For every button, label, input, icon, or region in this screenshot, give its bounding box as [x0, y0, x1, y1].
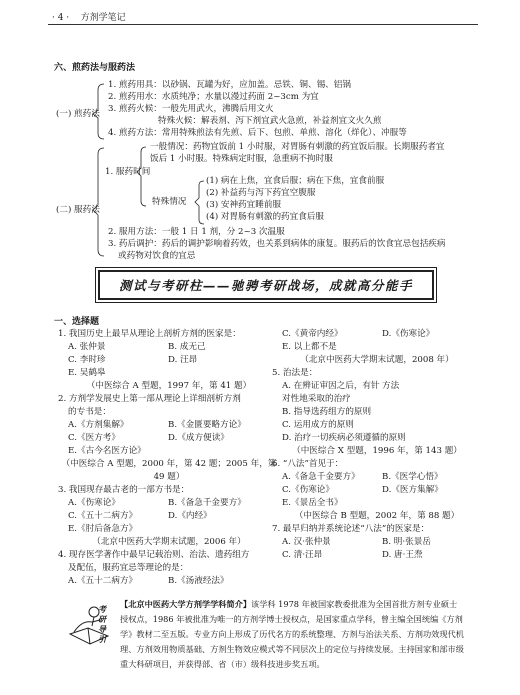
option-row — [272, 549, 482, 562]
special-label: 特殊情况 — [152, 197, 187, 207]
take-label: (二) 服药法 — [56, 205, 100, 215]
option-row — [272, 497, 482, 510]
mcq-title: 一、选择题 — [54, 317, 100, 327]
option-row — [58, 575, 280, 588]
option-row — [272, 432, 482, 445]
answer-option: E. 以上都不是 — [282, 342, 337, 352]
time-label: 1. 服药时间 — [105, 167, 151, 177]
question-source: （中医综合 A 型题，2000 年，第 42 题；2005 年，第 49 题） — [61, 459, 277, 482]
page-number: · 4 · — [52, 13, 70, 23]
special-1: (1) 病在上焦，宜食后服；病在下焦，宜食前服 — [206, 176, 385, 186]
question-stem: 4. 现存医学著作中最早记载治则、治法、遗药组方 — [58, 550, 250, 560]
special-3: (3) 安神药宜睡前服 — [206, 200, 282, 210]
answer-option: D. 汪昂 — [168, 355, 198, 365]
mcq-right-column — [272, 328, 482, 562]
special-2: (2) 补益药与泻下药宜空腹服 — [206, 188, 316, 198]
answer-option: C.《黄帝内经》 — [282, 329, 343, 339]
banner-text: 测试与考研柱——驰骋考研战场，成就高分能手 — [118, 278, 413, 293]
intro-heading: 【北京中医药大学方剂学学科简介】 — [120, 599, 252, 609]
answer-option: A.《方剂集解》 — [68, 420, 129, 430]
answer-option: A.《五十二病方》 — [68, 576, 138, 586]
answer-option: E. 吴鹤皋 — [68, 368, 106, 378]
decoct-item-3: 3. 煎药火候：一般先用武火，沸腾后用文火 — [108, 104, 274, 114]
option-row — [58, 341, 280, 354]
answer-option: A. 汉·张仲景 — [282, 537, 331, 547]
decoct-item-4: 特殊火候：解表剂、泻下剂宜武火急煎，补益剂宜文火久煎 — [158, 116, 382, 126]
option-row — [272, 380, 482, 406]
answer-option: E.《景岳全书》 — [282, 498, 343, 508]
answer-option: B. 明·张景岳 — [382, 537, 431, 547]
decoct-item-1: 1. 煎药用具：以砂锅、瓦罐为好，应加盖。忌铁、铜、锡、铝锅 — [108, 80, 351, 90]
question-stem: 7. 最早归纳并系统论述“八法”的医家是： — [272, 524, 430, 534]
question-source: （中医综合 A 型题，1997 年，第 41 题） — [86, 381, 252, 391]
answer-option: C. 清·汪昂 — [282, 550, 323, 560]
decoct-label: (一) 煎药法 — [56, 109, 100, 119]
answer-option: A.《伤寒论》 — [68, 498, 120, 508]
answer-option: C. 运用成方的原则 — [282, 420, 354, 430]
take-item-3b: 或药物对饮食的宜忌 — [118, 251, 196, 261]
option-row — [58, 419, 280, 432]
option-row — [58, 432, 280, 445]
answer-option: E.《肘后备急方》 — [68, 524, 138, 534]
answer-option: D.《伤寒论》 — [382, 329, 435, 339]
option-row — [272, 471, 482, 484]
option-row — [272, 484, 482, 497]
decoct-item-5: 4. 煎药方法：常用特殊煎法有先煎、后下、包煎、单煎、溶化（烊化）、冲服等 — [108, 128, 407, 138]
question-stem: 6. “八法”首见于： — [272, 459, 344, 469]
question-source: （中医综合 X 型题，1996 年，第 143 题） — [292, 446, 462, 456]
book-icon — [64, 598, 116, 650]
answer-option: B.《汤液经法》 — [168, 576, 229, 586]
answer-option: A.《备急千金要方》 — [282, 472, 360, 482]
option-row — [272, 536, 482, 549]
section-banner — [98, 270, 434, 300]
answer-option: B.《医学心悟》 — [382, 472, 443, 482]
intro-body: 该学科 1978 年被国家教委批准为全国首批方剂专业硕士授权点，1986 年被批准为唯一的方剂学博士授权点，是国家重点学科，曾主编全国统编《方剂学》教材二至五版。专业方向上形成了历代名方的系统整理、方剂与治法关系、方剂功效现代机理、方剂效用物质基础、方剂生物效应模式等不同层次上的定位与持续发展。主持国家和部市级重大科研项目，并获得部、省（市）级科技进步奖五项。 — [120, 599, 464, 669]
answer-option: C.《医方考》 — [68, 433, 120, 443]
answer-option: C. 李时珍 — [68, 355, 106, 365]
option-row — [58, 367, 280, 380]
decoct-item-2: 2. 煎药用水：水质纯净；水量以漫过药面 2~3cm 为宜 — [108, 92, 319, 102]
question-stem: 1. 我国历史上最早从理论上剖析方剂的医家是： — [58, 329, 241, 339]
answer-option: C.《五十二病方》 — [68, 511, 138, 521]
option-row — [272, 406, 482, 419]
option-row — [58, 510, 280, 523]
book-title: 方剂学笔记 — [80, 13, 126, 23]
answer-option: D.《成方便读》 — [168, 433, 229, 443]
option-row — [58, 497, 280, 510]
study-guide-badge — [64, 598, 116, 650]
answer-option: D.《医方集解》 — [382, 485, 443, 495]
question-source: （中医综合 B 型题，2002 年，第 88 题） — [294, 511, 460, 521]
answer-option: E.《古今名医方论》 — [68, 446, 146, 456]
special-4: (4) 对胃肠有刺激的药宜食后服 — [206, 212, 325, 222]
option-row — [272, 341, 482, 354]
mcq-left-column — [58, 328, 280, 588]
question-stem: 2. 方剂学发展史上第一部从理论上详细剖析方剂 — [58, 394, 241, 404]
question-stem: 的专书是： — [68, 407, 111, 417]
discipline-intro — [120, 597, 465, 672]
question-stem: 3. 我国现存最古老的一部方书是： — [58, 485, 190, 495]
take-item-3a: 3. 药后调护：药后的调护影响着药效，也关系到病体的康复。服药后的饮食宜忌包括疾病 — [108, 239, 446, 249]
option-row — [272, 419, 482, 432]
answer-option: 方法 — [382, 381, 400, 391]
answer-option: D.《内经》 — [168, 511, 212, 521]
general-line-1: 一般情况：药物宜饭前 1 小时服，对胃肠有刺激的药宜饭后服。长期服药者宜 — [150, 142, 445, 152]
question-stem: 及配伍，服药宜忌等理论的是： — [68, 563, 189, 573]
answer-option: D. 治疗一切疾病必须遵循的原则 — [282, 433, 406, 443]
answer-option: B.《金匮要略方论》 — [168, 420, 246, 430]
answer-option: D. 唐·王焘 — [382, 550, 423, 560]
question-stem: 5. 治法是： — [272, 368, 318, 378]
question-source: （北京中医药大学期末试题，2006 年） — [92, 537, 246, 547]
option-row — [58, 354, 280, 367]
general-line-2: 饭后 1 小时服。特殊病定时服，急重病不拘时服 — [150, 154, 333, 164]
take-item-2: 2. 服用方法：一般 1 日 1 剂，分 2~3 次温服 — [108, 227, 285, 237]
answer-option: C.《伤寒论》 — [282, 485, 334, 495]
option-row — [58, 523, 280, 536]
option-row — [272, 328, 482, 341]
answer-option: A. 张仲景 — [68, 342, 106, 352]
option-row — [58, 445, 280, 458]
answer-option: A. 在辨证审因之后，有针对性地采取的治疗 — [282, 381, 380, 404]
answer-option: B. 指导选药组方的原则 — [282, 407, 372, 417]
question-source: （北京中医药大学期末试题，2008 年） — [300, 355, 454, 365]
answer-option: B.《备急千金要方》 — [168, 498, 246, 508]
section-title: 六、煎药法与服药法 — [54, 63, 136, 73]
answer-option: B. 成无己 — [168, 342, 206, 352]
badge-text: 考研导引 — [98, 604, 106, 644]
